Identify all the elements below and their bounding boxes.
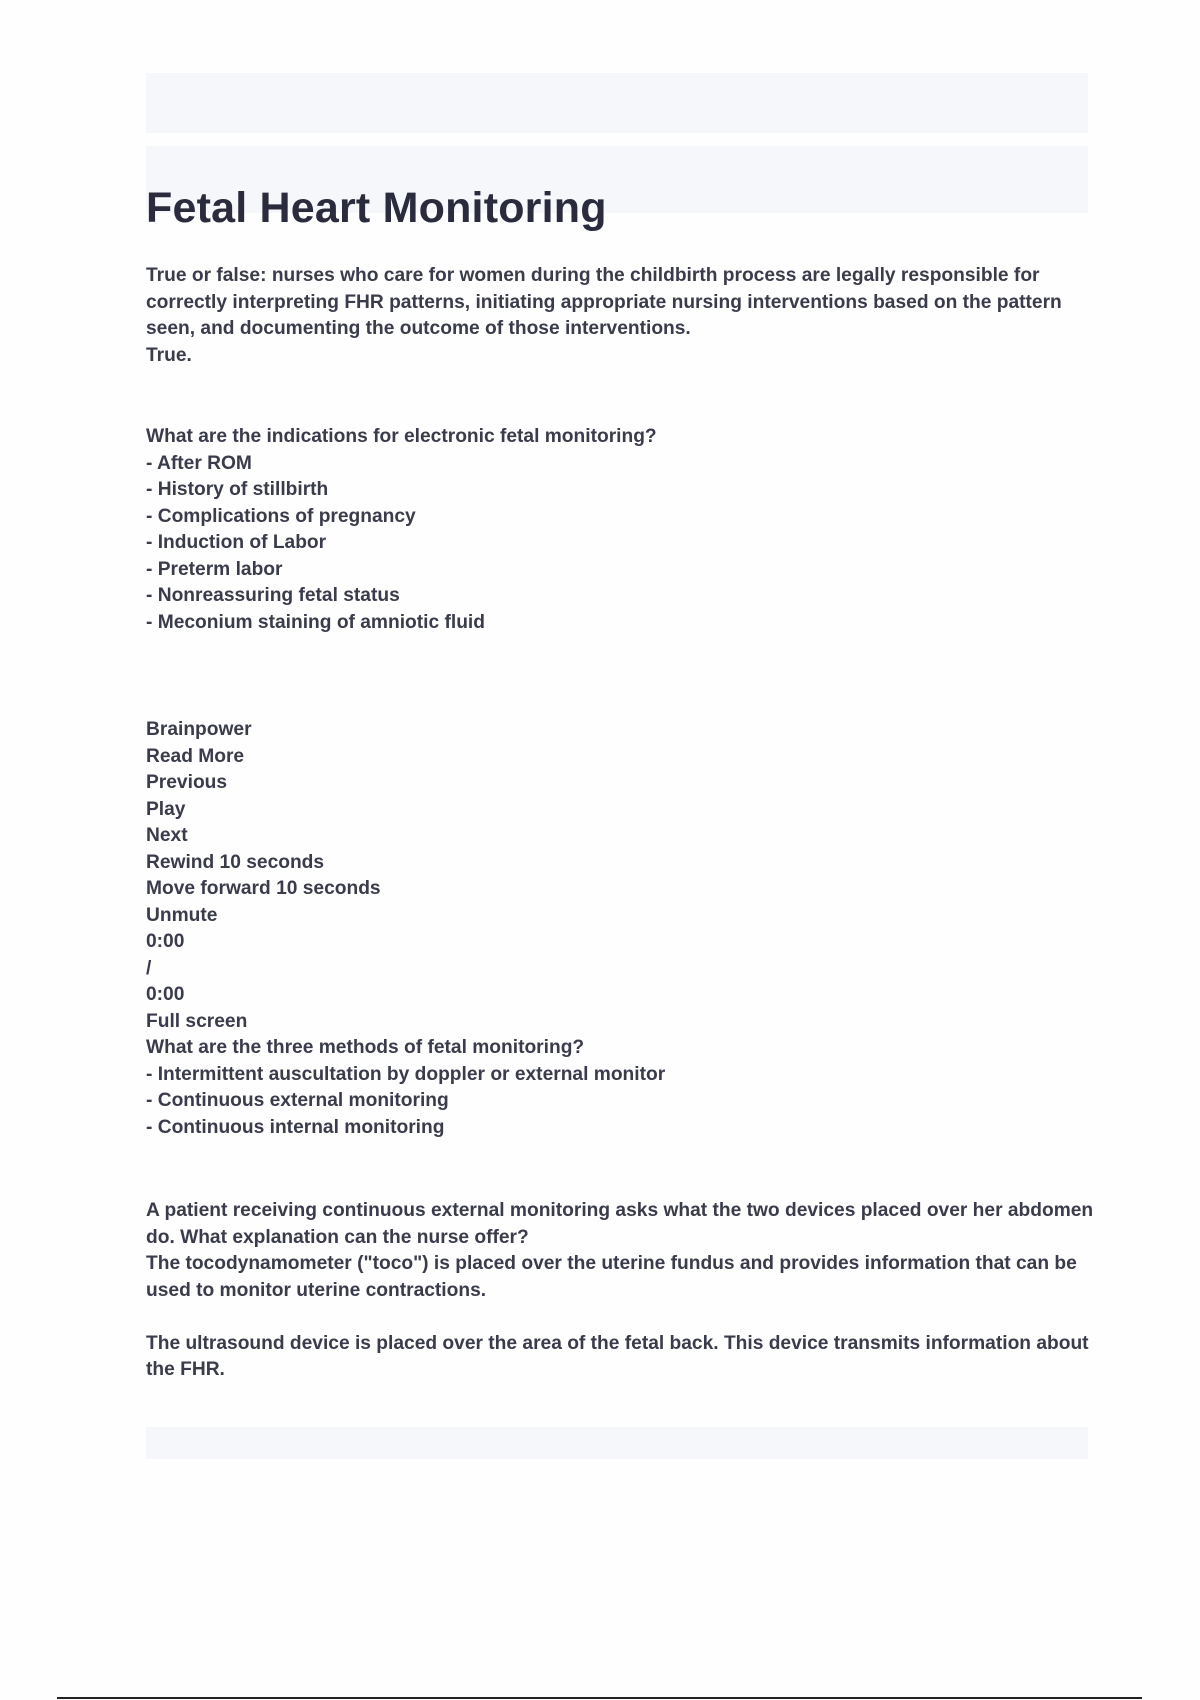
flashcard-question: True or false: nurses who care for women during the childbirth process are legally responsible for correctly interpreting FHR patterns, initiating appropriate nursing interventions based on the pattern seen, and documenting the outcome of those interventions. xyxy=(146,265,1062,339)
flashcard-answer: True. xyxy=(146,344,192,366)
footer-band xyxy=(146,1427,1088,1459)
list-item: - Complications of pregnancy xyxy=(146,505,416,527)
list-item: - Continuous internal monitoring xyxy=(146,1116,445,1138)
flashcard-question: A patient receiving continuous external monitoring asks what the two devices placed over her abdomen do. What explanation can the nurse offer? xyxy=(146,1200,1094,1248)
unmute-button[interactable]: Unmute xyxy=(146,904,218,926)
flashcard-answer: The tocodynamometer ("toco") is placed over the uterine fundus and provides information that can be used to monitor uterine contractions. xyxy=(146,1253,1077,1301)
flashcard-1 xyxy=(146,263,1096,369)
list-item: - Continuous external monitoring xyxy=(146,1090,449,1111)
header-band xyxy=(146,73,1088,133)
flashcard-question: What are the indications for electronic fetal monitoring? xyxy=(146,426,657,447)
list-item: - Preterm labor xyxy=(146,558,283,580)
list-item: - Induction of Labor xyxy=(146,532,327,553)
rewind-button[interactable]: Rewind 10 seconds xyxy=(146,851,325,873)
page-divider xyxy=(57,1697,1142,1699)
flashcard-2 xyxy=(146,424,1096,636)
media-player-block xyxy=(146,717,1096,1141)
forward-button[interactable]: Move forward 10 seconds xyxy=(146,878,381,899)
previous-button[interactable]: Previous xyxy=(146,772,228,793)
flashcard-4 xyxy=(146,1198,1096,1384)
read-more-link[interactable]: Read More xyxy=(146,745,245,767)
current-time: 0:00 xyxy=(146,931,185,952)
paragraph-gap xyxy=(146,1304,1096,1331)
list-item: - After ROM xyxy=(146,452,252,474)
list-item: - Intermittent auscultation by doppler or external monitor xyxy=(146,1063,666,1085)
flashcard-question: What are the three methods of fetal monitoring? xyxy=(146,1037,585,1058)
list-item: - Meconium staining of amniotic fluid xyxy=(146,611,485,633)
list-item: - Nonreassuring fetal status xyxy=(146,585,400,606)
play-button[interactable]: Play xyxy=(146,798,186,820)
duration: 0:00 xyxy=(146,984,185,1005)
page-title: Fetal Heart Monitoring xyxy=(146,183,607,232)
brand-label: Brainpower xyxy=(146,719,252,740)
time-separator: / xyxy=(146,957,152,979)
next-button[interactable]: Next xyxy=(146,825,188,846)
flashcard-answer: The ultrasound device is placed over the area of the fetal back. This device transmits information about the FHR. xyxy=(146,1332,1089,1380)
fullscreen-button[interactable]: Full screen xyxy=(146,1010,248,1032)
list-item: - History of stillbirth xyxy=(146,479,329,500)
